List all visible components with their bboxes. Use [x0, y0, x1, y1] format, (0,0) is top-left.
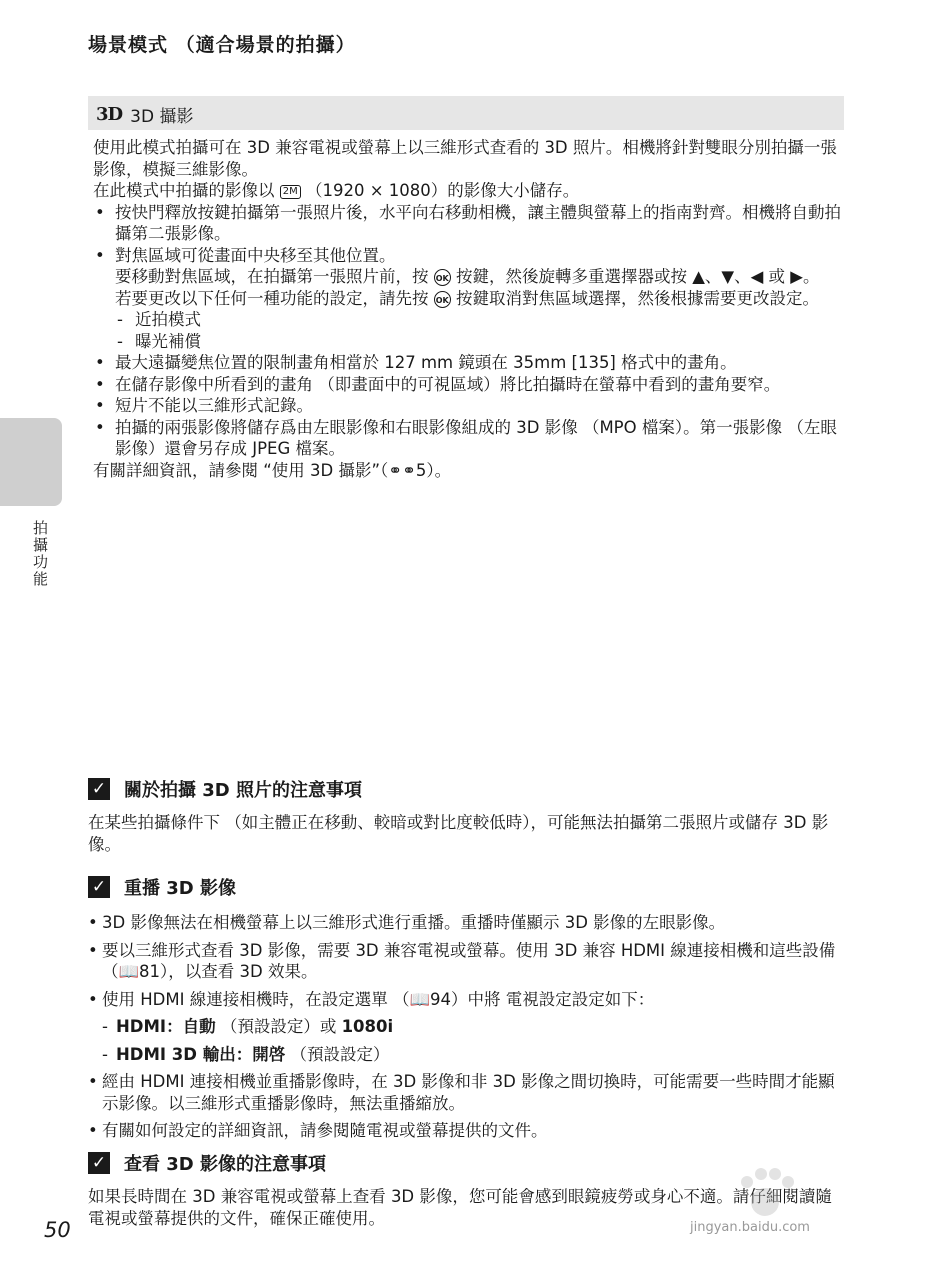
reference-link[interactable]: 有關詳細資訊，請參閱 “使用 3D 攝影”（⚭⚭5）。	[93, 460, 452, 480]
note-2-sub-1: - HDMI：自動 （預設設定）或 1080i	[88, 1016, 848, 1038]
note-2-bullet-5: • 有關如何設定的詳細資訊，請參閱隨電視或螢幕提供的文件。	[88, 1120, 848, 1142]
bullet-1: • 按快門釋放按鍵拍攝第一張照片後，水平向右移動相機，讓主體與螢幕上的指南對齊。相機將自動拍攝第二張影像。	[93, 202, 841, 245]
note-1-body: 在某些拍攝條件下 （如主體正在移動、較暗或對比度較低時），可能無法拍攝第二張照片或儲存 3D 影像。	[88, 813, 829, 854]
side-tab	[0, 418, 62, 506]
focus-item-1: - 近拍模式	[115, 309, 841, 331]
section-title	[96, 102, 193, 127]
page-header: 場景模式 （適合場景的拍攝）	[88, 34, 356, 56]
note-2-sub-2: - HDMI 3D 輸出：開啓 （預設設定）	[88, 1044, 848, 1066]
focus-change-text: 若要更改以下任何一種功能的設定，請先按 OK 按鍵取消對焦區域選擇，然後根據需要更改設定。	[115, 288, 819, 308]
note-2	[88, 874, 848, 1148]
bullet-2: • 對焦區域可從畫面中央移至其他位置。 要移動對焦區域，在拍攝第一張照片前，按 OK 按鍵，然後旋轉多重選擇器或按 ▲、▼、◀ 或 ▶。 若要更改以下任何一種功能的設定，請先按 OK 按鍵取消對焦區域選擇，然後根據需要更改設定。	[93, 245, 841, 310]
check-icon: ✓	[88, 876, 110, 898]
note-2-title: ✓ 重播 3D 影像	[88, 874, 848, 900]
bullet-3: • 最大遠攝變焦位置的限制畫角相當於 127 mm 鏡頭在 35mm [135] 格式中的畫角。	[93, 352, 841, 374]
note-2-bullet-1: • 3D 影像無法在相機螢幕上以三維形式進行重播。重播時僅顯示 3D 影像的左眼影像。	[88, 912, 848, 934]
watermark-text: jingyan.baidu.com	[690, 1220, 810, 1235]
note-2-body	[88, 912, 848, 1142]
focus-move-text: 要移動對焦區域，在拍攝第一張照片前，按 OK 按鍵，然後旋轉多重選擇器或按 ▲、▼、◀ 或 ▶。	[115, 267, 820, 286]
check-icon: ✓	[88, 778, 110, 800]
note-3-title: ✓ 查看 3D 影像的注意事項	[88, 1150, 848, 1176]
section-bar	[88, 96, 844, 130]
note-1	[88, 776, 848, 855]
bullet-6: • 拍攝的兩張影像將儲存爲由左眼影像和右眼影像組成的 3D 影像 （MPO 檔案）。第一張影像 （左眼影像）還會另存成 JPEG 檔案。	[93, 417, 841, 460]
ok-button-icon: OK	[434, 291, 451, 308]
section-title-text: 3D 攝影	[130, 107, 194, 127]
side-label: 拍攝功能	[31, 520, 49, 588]
check-icon: ✓	[88, 1152, 110, 1174]
note-1-title: ✓ 關於拍攝 3D 照片的注意事項	[88, 776, 848, 802]
bullet-4: • 在儲存影像中所看到的畫角 （即畫面中的可視區域）將比拍攝時在螢幕中看到的畫角要窄。	[93, 374, 841, 396]
bullet-5: • 短片不能以三維形式記錄。	[93, 395, 841, 417]
intro-line-1: 使用此模式拍攝可在 3D 兼容電視或螢幕上以三維形式查看的 3D 照片。相機將針對雙眼分別拍攝一張影像，模擬三維影像。	[93, 138, 837, 179]
note-2-bullet-2: • 要以三維形式查看 3D 影像，需要 3D 兼容電視或螢幕。使用 3D 兼容 HDMI 線連接相機和這些設備 （📖81），以查看 3D 效果。	[88, 940, 848, 983]
note-3-body: 如果長時間在 3D 兼容電視或螢幕上查看 3D 影像，您可能會感到眼鏡疲勞或身心不適。請仔細閱讀隨電視或螢幕提供的文件，確保正確使用。	[88, 1187, 832, 1228]
focus-item-2: - 曝光補償	[115, 331, 841, 353]
ok-button-icon: OK	[434, 269, 451, 286]
intro-line-2: 在此模式中拍攝的影像以 2M （1920 × 1080）的影像大小儲存。	[93, 181, 580, 200]
section-body	[93, 137, 841, 481]
3d-mode-icon: 3D	[96, 104, 123, 125]
note-2-bullet-3: • 使用 HDMI 線連接相機時，在設定選單 （📖94）中將 電視設定設定如下：	[88, 989, 848, 1011]
page-number: 50	[44, 1218, 71, 1242]
image-size-icon: 2M	[280, 185, 301, 199]
note-2-bullet-4: • 經由 HDMI 連接相機並重播影像時，在 3D 影像和非 3D 影像之間切換時，可能需要一些時間才能顯示影像。以三維形式重播影像時，無法重播縮放。	[88, 1071, 848, 1114]
